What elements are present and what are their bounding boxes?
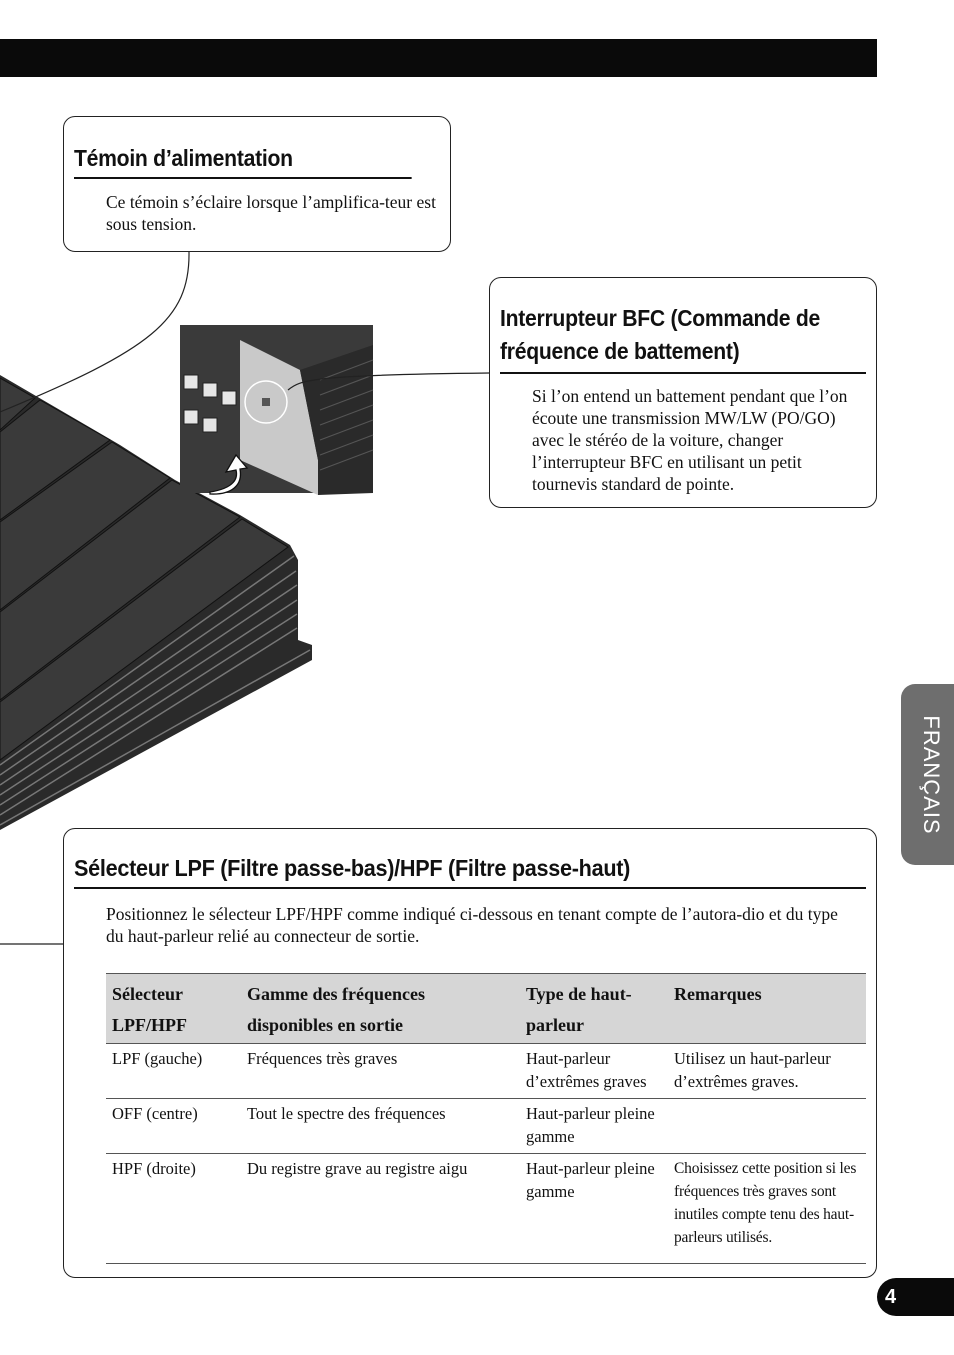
table-cell: Utilisez un haut-parleur d’extrêmes graves. bbox=[668, 1044, 866, 1099]
callout-power-title: Témoin d’alimentation bbox=[74, 143, 412, 179]
callout-filter-title-box bbox=[74, 853, 866, 889]
callout-bfc-text: Si l’on entend un battement pendant que l’on écoute une transmission MW/LW (PO/GO) avec le stéréo de la voiture, changer l’interrupteur BFC en utilisant un petit tournevis standard de pointe. bbox=[532, 386, 848, 494]
callout-filter-text: Positionnez le sélecteur LPF/HPF comme indiqué ci-dessous en tenant compte de l’autora-dio et du type du haut-parleur relié au connecteur de sortie. bbox=[106, 904, 838, 946]
language-tab bbox=[901, 684, 954, 865]
table-header-cell: Gamme des fréquences disponibles en sortie bbox=[241, 974, 520, 1044]
callout-bfc-title-line2: fréquence de battement) bbox=[500, 338, 740, 364]
table-cell: Fréquences très graves bbox=[241, 1044, 520, 1099]
table-row bbox=[106, 1099, 866, 1154]
callout-filter-title: Sélecteur LPF (Filtre passe-bas)/HPF (Filtre passe-haut) bbox=[74, 855, 631, 881]
table-cell bbox=[668, 1099, 866, 1154]
table-header-cell: Remarques bbox=[668, 974, 866, 1044]
table-cell: Haut-parleur pleine gamme bbox=[520, 1154, 668, 1264]
callout-bfc-title-line1: Interrupteur BFC (Commande de bbox=[500, 305, 821, 331]
table-cell: Choisissez cette position si les fréquences très graves sont inutiles compte tenu des haut-parleurs utilisés. bbox=[668, 1154, 866, 1264]
callout-bfc-title bbox=[500, 302, 866, 374]
language-tab-label: FRANÇAIS bbox=[919, 714, 944, 835]
table-row bbox=[106, 1044, 866, 1099]
table-cell: Haut-parleur pleine gamme bbox=[520, 1099, 668, 1154]
table-header-row bbox=[106, 974, 866, 1044]
filter-settings-table bbox=[106, 973, 866, 1264]
table-cell: OFF (centre) bbox=[106, 1099, 241, 1154]
table-row bbox=[106, 1154, 866, 1264]
page-number: 4 bbox=[877, 1278, 954, 1316]
table-cell: LPF (gauche) bbox=[106, 1044, 241, 1099]
table-header-cell: Sélecteur LPF/HPF bbox=[106, 974, 241, 1044]
callout-power-indicator bbox=[63, 116, 451, 252]
table-cell: Haut-parleur d’extrêmes graves bbox=[520, 1044, 668, 1099]
callout-bfc-switch bbox=[489, 277, 877, 508]
table-cell: Tout le spectre des fréquences bbox=[241, 1099, 520, 1154]
table-header-cell: Type de haut-parleur bbox=[520, 974, 668, 1044]
table-cell: HPF (droite) bbox=[106, 1154, 241, 1264]
callout-filter-selector bbox=[63, 828, 877, 1278]
table-cell: Du registre grave au registre aigu bbox=[241, 1154, 520, 1264]
callout-power-text: Ce témoin s’éclaire lorsque l’amplifica-teur est sous tension. bbox=[106, 192, 436, 234]
